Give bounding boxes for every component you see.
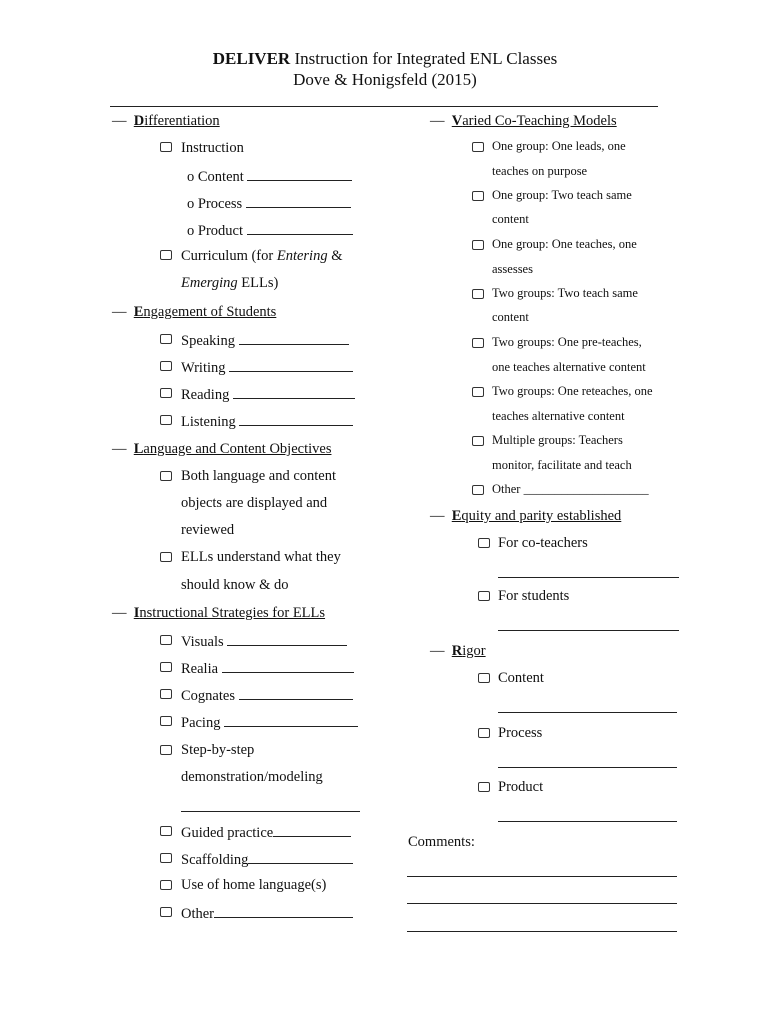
section-differentiation	[112, 113, 220, 130]
checkbox-realia[interactable]	[160, 662, 172, 672]
checkbox-model-6[interactable]	[472, 387, 484, 397]
label-realia: Realia	[181, 659, 354, 678]
label-cognates: Cognates	[181, 686, 353, 705]
label-objectives-line1: Both language and content	[181, 468, 337, 484]
document-subtitle: Dove & Honigsfeld (2015)	[293, 70, 477, 89]
label-reading: Reading	[181, 385, 355, 404]
label-speaking: Speaking	[181, 331, 349, 350]
label-model-other: Other ____________________	[492, 482, 649, 496]
blank-line[interactable]	[239, 331, 349, 345]
section-dash: —	[112, 113, 127, 129]
blank-line[interactable]	[273, 823, 351, 837]
blank-line[interactable]	[246, 194, 351, 208]
checkbox-listening[interactable]	[160, 415, 172, 425]
blank-line[interactable]	[239, 686, 353, 700]
blank-line[interactable]	[498, 821, 677, 822]
section-equity: — Equity and parity established	[430, 508, 622, 524]
blank-line[interactable]	[222, 659, 354, 673]
label-home-language: Use of home language(s)	[181, 877, 327, 893]
blank-line[interactable]	[498, 577, 679, 578]
section-language: — Language and Content Objectives	[112, 441, 332, 457]
label-listening: Listening	[181, 412, 353, 431]
blank-line[interactable]	[498, 767, 677, 768]
label-model-2b: content	[492, 212, 529, 226]
section-rigor: — Rigor	[430, 643, 486, 659]
label-model-5b: one teaches alternative content	[492, 360, 646, 374]
title-text: Instruction for Integrated ENL Classes	[290, 49, 558, 68]
blank-line[interactable]	[239, 412, 353, 426]
document-title	[0, 49, 770, 69]
label-co-teachers: For co-teachers	[498, 535, 588, 551]
label-model-2a: One group: Two teach same	[492, 188, 632, 202]
label-objectives-line2: objects are displayed and	[181, 495, 328, 511]
checkbox-scaffolding[interactable]	[160, 853, 172, 863]
blank-line[interactable]	[498, 712, 677, 713]
label-model-7b: monitor, facilitate and teach	[492, 458, 632, 472]
label-model-6b: teaches alternative content	[492, 409, 625, 423]
label-step-line1: Step-by-step	[181, 742, 255, 758]
blank-line[interactable]	[224, 713, 358, 727]
section-engagement: — Engagement of Students	[112, 304, 277, 320]
label-rigor-content: Content	[498, 670, 544, 686]
section-label: Differentiation	[133, 113, 220, 129]
checkbox-rigor-product[interactable]	[478, 782, 490, 792]
label-model-6a: Two groups: One reteaches, one	[492, 384, 653, 398]
checkbox-model-5[interactable]	[472, 338, 484, 348]
checkbox-model-3[interactable]	[472, 240, 484, 250]
comments-line[interactable]	[407, 903, 677, 904]
comments-line[interactable]	[407, 876, 677, 877]
label-scaffolding: Scaffolding	[181, 850, 353, 869]
checkbox-objectives-displayed[interactable]	[160, 471, 172, 481]
label-model-4a: Two groups: Two teach same	[492, 286, 638, 300]
label-curriculum-line1: Curriculum (for Entering &	[181, 248, 343, 264]
blank-line[interactable]	[214, 904, 353, 918]
checkbox-co-teachers[interactable]	[478, 538, 490, 548]
checkbox-students[interactable]	[478, 591, 490, 601]
checkbox-model-7[interactable]	[472, 436, 484, 446]
checkbox-other-strategy[interactable]	[160, 907, 172, 917]
checkbox-model-2[interactable]	[472, 191, 484, 201]
title-acronym: DELIVER	[212, 49, 291, 68]
checkbox-cognates[interactable]	[160, 689, 172, 699]
option-product: o Product	[187, 221, 353, 240]
label-instruction: Instruction	[181, 140, 244, 156]
checkbox-instruction[interactable]	[160, 142, 172, 152]
label-step-line2: demonstration/modeling	[181, 769, 323, 785]
option-process: o Process	[187, 194, 351, 213]
checkbox-step-by-step[interactable]	[160, 745, 172, 755]
section-varied: — Varied Co-Teaching Models	[430, 113, 617, 129]
label-ells-line2: should know & do	[181, 577, 289, 593]
blank-line[interactable]	[229, 358, 353, 372]
blank-line[interactable]	[227, 632, 347, 646]
label-model-3b: assesses	[492, 262, 533, 276]
checkbox-guided-practice[interactable]	[160, 826, 172, 836]
checkbox-rigor-process[interactable]	[478, 728, 490, 738]
checkbox-visuals[interactable]	[160, 635, 172, 645]
label-visuals: Visuals	[181, 632, 347, 651]
blank-line[interactable]	[247, 221, 353, 235]
checkbox-reading[interactable]	[160, 388, 172, 398]
checkbox-home-language[interactable]	[160, 880, 172, 890]
label-objectives-line3: reviewed	[181, 522, 235, 538]
label-curriculum-line2: Emerging ELLs)	[181, 275, 279, 291]
checkbox-speaking[interactable]	[160, 334, 172, 344]
option-content: o Content	[187, 167, 352, 186]
label-rigor-process: Process	[498, 725, 543, 741]
label-model-1b: teaches on purpose	[492, 164, 588, 178]
label-model-3a: One group: One teaches, one	[492, 237, 637, 251]
label-pacing: Pacing	[181, 713, 358, 732]
checkbox-pacing[interactable]	[160, 716, 172, 726]
label-model-1a: One group: One leads, one	[492, 139, 626, 153]
comments-line[interactable]	[407, 931, 677, 932]
checkbox-ells-understand[interactable]	[160, 552, 172, 562]
section-strategies: — Instructional Strategies for ELLs	[112, 605, 326, 621]
checkbox-writing[interactable]	[160, 361, 172, 371]
blank-line[interactable]	[248, 850, 353, 864]
checkbox-model-other[interactable]	[472, 485, 484, 495]
label-students: For students	[498, 588, 570, 604]
blank-line[interactable]	[233, 385, 355, 399]
checkbox-curriculum[interactable]	[160, 250, 172, 260]
label-model-4b: content	[492, 310, 529, 324]
label-rigor-product: Product	[498, 779, 544, 795]
label-other-strategy: Other	[181, 904, 353, 923]
checkbox-rigor-content[interactable]	[478, 673, 490, 683]
checkbox-model-1[interactable]	[472, 142, 484, 152]
label-ells-line1: ELLs understand what they	[181, 549, 341, 565]
label-model-5a: Two groups: One pre-teaches,	[492, 335, 642, 349]
label-writing: Writing	[181, 358, 353, 377]
blank-line[interactable]	[498, 630, 679, 631]
comments-label: Comments:	[408, 834, 475, 850]
blank-line[interactable]	[181, 811, 360, 812]
label-guided-practice: Guided practice	[181, 823, 351, 842]
label-model-7a: Multiple groups: Teachers	[492, 433, 623, 447]
header-divider	[110, 106, 658, 107]
checkbox-model-4[interactable]	[472, 289, 484, 299]
blank-line[interactable]	[247, 167, 352, 181]
